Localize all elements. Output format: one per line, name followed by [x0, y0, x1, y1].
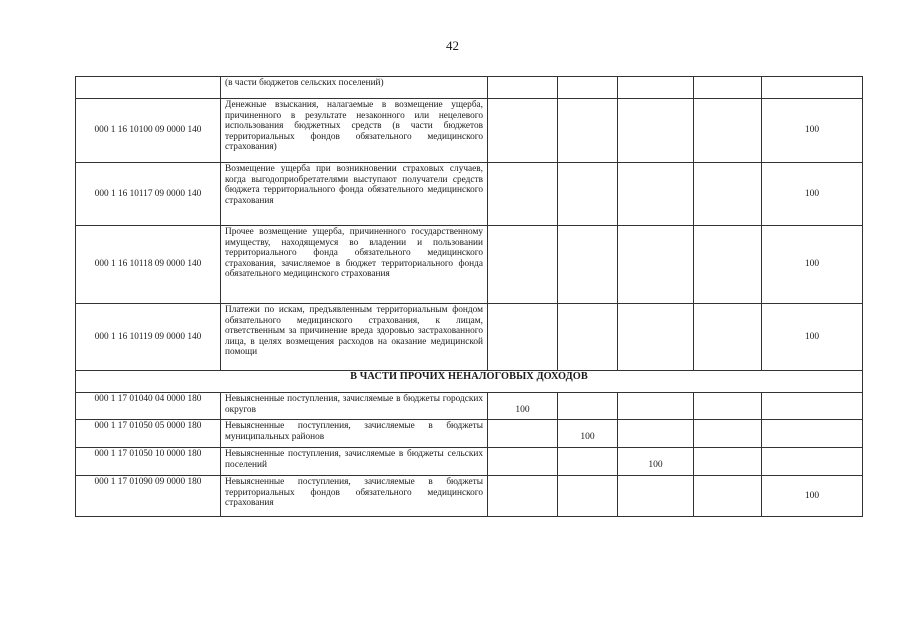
pct-cell: [762, 99, 863, 163]
pct-cell: [694, 420, 762, 448]
revenue-description: Платежи по искам, предъявленным территориальным фондом обязательного медицинского страхования, к лицам, ответственным за причинение вреда здоровью застрахованного лица, в целях возмещения расходов на оказание медицинской помощи: [221, 304, 488, 371]
pct-cell: [558, 476, 618, 517]
pct-cell: [694, 77, 762, 99]
pct-value: 100: [580, 432, 595, 442]
pct-cell: [762, 304, 863, 371]
pct-cell: [618, 393, 694, 420]
pct-cell: [694, 448, 762, 476]
pct-cell: [762, 77, 863, 99]
pct-cell: [762, 448, 863, 476]
pct-cell: [694, 393, 762, 420]
pct-cell: [558, 304, 618, 371]
table-row: [76, 226, 863, 304]
table-row: [76, 163, 863, 226]
pct-cell: [618, 420, 694, 448]
pct-cell: [558, 99, 618, 163]
revenue-description: (в части бюджетов сельских поселений): [221, 77, 488, 99]
pct-value: 100: [804, 125, 820, 136]
table-row: [76, 476, 863, 517]
pct-cell: [618, 476, 694, 517]
pct-cell: [694, 163, 762, 226]
revenue-code: 000 1 17 01040 04 0000 180: [76, 393, 221, 420]
pct-cell: [558, 226, 618, 304]
pct-cell: [618, 77, 694, 99]
table-row: [76, 448, 863, 476]
pct-cell: [762, 420, 863, 448]
pct-cell: [618, 99, 694, 163]
table-row: [76, 77, 863, 99]
pct-cell: [694, 226, 762, 304]
table-row: [76, 304, 863, 371]
pct-cell: [618, 163, 694, 226]
pct-cell: [488, 99, 558, 163]
pct-cell: [488, 393, 558, 420]
pct-value: 100: [804, 188, 820, 199]
revenue-description: Невыясненные поступления, зачисляемые в бюджеты территориальных фондов обязательного медицинского страхования: [221, 476, 488, 517]
revenue-description: Денежные взыскания, налагаемые в возмещение ущерба, причиненного в результате незаконного или нецелевого использования бюджетных средств (в части бюджетов территориальных фондов обязательного медицинского страхования): [221, 99, 488, 163]
pct-cell: [488, 226, 558, 304]
pct-cell: [558, 163, 618, 226]
revenue-code: 000 1 17 01050 10 0000 180: [76, 448, 221, 476]
pct-cell: [558, 420, 618, 448]
revenue-code: 000 1 16 10118 09 0000 140: [76, 226, 221, 304]
pct-cell: [762, 226, 863, 304]
pct-cell: [762, 163, 863, 226]
revenue-description: Возмещение ущерба при возникновении страховых случаев, когда выгодоприобретателями выступают получатели средств бюджета территориального фонда обязательного медицинского страхования: [221, 163, 488, 226]
page-number: 42: [446, 38, 459, 53]
pct-cell: [762, 393, 863, 420]
pct-cell: [488, 476, 558, 517]
pct-cell: [618, 304, 694, 371]
pct-value: 100: [804, 490, 820, 501]
revenue-code: 000 1 16 10119 09 0000 140: [76, 304, 221, 371]
revenue-distribution-table: [75, 76, 863, 517]
pct-cell: [558, 448, 618, 476]
pct-cell: [618, 226, 694, 304]
pct-cell: [488, 304, 558, 371]
revenue-description: Невыясненные поступления, зачисляемые в бюджеты городских округов: [221, 393, 488, 420]
revenue-code: 000 1 16 10117 09 0000 140: [76, 163, 221, 226]
pct-cell: [694, 99, 762, 163]
pct-cell: [488, 420, 558, 448]
pct-cell: [488, 448, 558, 476]
section-row: [76, 371, 863, 393]
revenue-description: Прочее возмещение ущерба, причиненного государственному имуществу, находящемуся во владении и пользовании территориального фонда обязательного медицинского страхования, зачисляемое в бюджет территориального фонда обязательного медицинского страхования: [221, 226, 488, 304]
revenue-code: 000 1 16 10100 09 0000 140: [76, 99, 221, 163]
pct-value: 100: [648, 460, 663, 470]
pct-value: 100: [804, 259, 820, 270]
pct-cell: [694, 304, 762, 371]
pct-value: 100: [804, 331, 820, 342]
table-row: [76, 393, 863, 420]
pct-cell: [488, 77, 558, 99]
revenue-code: 000 1 17 01050 05 0000 180: [76, 420, 221, 448]
pct-value: 100: [515, 405, 530, 415]
revenue-description: Невыясненные поступления, зачисляемые в бюджеты сельских поселений: [221, 448, 488, 476]
pct-cell: [762, 476, 863, 517]
table-row: [76, 99, 863, 163]
revenue-code: [76, 77, 221, 99]
pct-cell: [488, 163, 558, 226]
revenue-code: 000 1 17 01090 09 0000 180: [76, 476, 221, 517]
pct-cell: [558, 77, 618, 99]
pct-cell: [694, 476, 762, 517]
section-title: В ЧАСТИ ПРОЧИХ НЕНАЛОГОВЫХ ДОХОДОВ: [76, 371, 863, 393]
table-row: [76, 420, 863, 448]
pct-cell: [558, 393, 618, 420]
revenue-description: Невыясненные поступления, зачисляемые в бюджеты муниципальных районов: [221, 420, 488, 448]
pct-cell: [618, 448, 694, 476]
